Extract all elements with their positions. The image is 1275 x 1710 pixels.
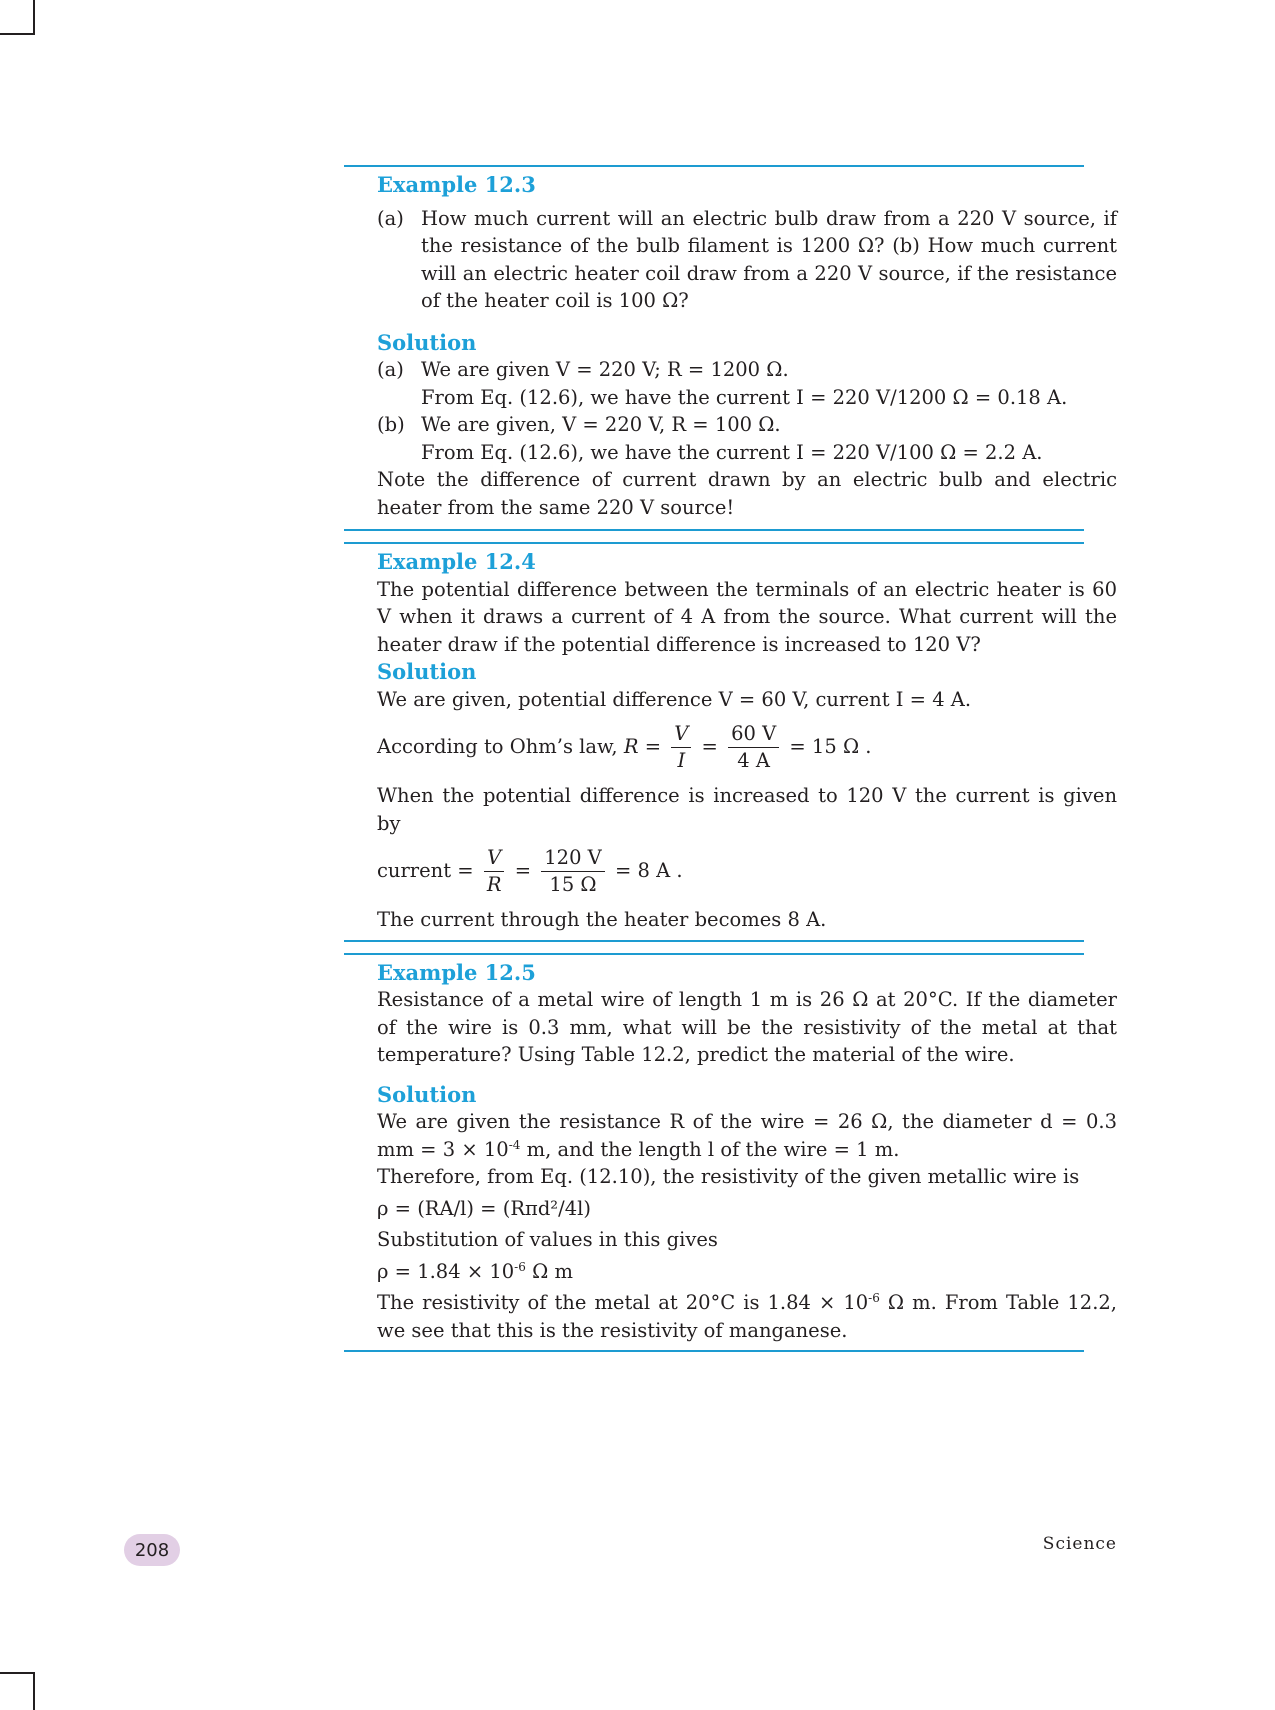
exponent: -6 — [868, 1291, 880, 1305]
example-question: How much current will an electric bulb draw from a 220 V source, if the resistance of the bulb filament is 1200 Ω? (b) How much current will an electric heater coil draw from a 220 V source, if the resistance of the heater coil is 100 Ω? — [421, 206, 1117, 312]
given-text-rest: m, and the length l of the wire = 1 m. — [520, 1137, 900, 1161]
solution-part-a-label: (a) — [377, 358, 404, 381]
solution-therefore: Therefore, from Eq. (12.10), the resistivity of the given metallic wire is — [377, 1165, 1080, 1188]
solution-note: Note the difference of current drawn by an electric bulb and electric heater from the same 220 V source! — [377, 468, 1117, 519]
substitution-text: Substitution of values in this gives — [377, 1228, 718, 1251]
solution-part-a-line1: We are given V = 220 V; R = 1200 Ω. — [421, 358, 789, 381]
increase-text: When the potential difference is increased to 120 V the current is given by — [377, 784, 1117, 835]
footer-book-title: Science — [1042, 1534, 1117, 1554]
fraction-denominator: 15 Ω — [549, 873, 597, 896]
solution-part-b-line2: From Eq. (12.6), we have the current I = 220 V/100 Ω = 2.2 A. — [421, 440, 1043, 464]
crop-mark-bottom-left-v — [33, 1672, 35, 1710]
fraction-denominator: 4 A — [737, 749, 770, 772]
resistivity-value — [377, 1258, 1117, 1286]
solution-given — [377, 1108, 1117, 1163]
solution-given: We are given, potential difference V = 60 V, current I = 4 A. — [377, 687, 972, 711]
crop-mark-top-left-h — [0, 33, 35, 35]
solution-part-b-line1: We are given, V = 220 V, R = 100 Ω. — [421, 413, 781, 436]
fraction-denominator: R — [486, 873, 502, 896]
example-12-3 — [377, 171, 1117, 521]
example-top-rule — [344, 165, 1084, 167]
solution-part-a-line2: From Eq. (12.6), we have the current I = 220 V/1200 Ω = 0.18 A. — [421, 385, 1068, 409]
resistivity-formula: ρ = (RA/l) = (Rπd²/4l) — [377, 1196, 591, 1220]
exponent: -4 — [508, 1137, 521, 1152]
fraction-denominator: I — [677, 749, 686, 772]
example-question: Resistance of a metal wire of length 1 m is 26 Ω at 20°C. If the diameter of the wire is 0.3 mm, what will be the resistivity of the metal at that temperature? Using Table 12.2, predict the material of the wire. — [377, 988, 1117, 1066]
fraction — [671, 721, 691, 774]
example-12-5 — [377, 959, 1117, 1345]
fraction — [484, 845, 505, 898]
example-bottom-rule — [344, 1350, 1084, 1352]
ohms-law-lhs: R = — [623, 735, 662, 758]
result-text-rest: Ω m. From Table 12.2, we see that this is the resistivity of manganese. — [377, 1291, 1117, 1342]
example-question: The potential difference between the terminals of an electric heater is 60 V when it draws a current of 4 A from the source. What current will the heater draw if the potential difference is increased to 120 V? — [377, 577, 1117, 656]
fraction-numerator: V — [671, 721, 691, 748]
current-equation — [377, 845, 1117, 898]
ohms-law-prefix: According to Ohm’s law, — [377, 735, 618, 758]
equals-sign: = — [514, 859, 532, 882]
page-content — [377, 163, 1117, 1352]
fraction-numerator: 60 V — [728, 721, 779, 748]
crop-mark-top-left-v — [33, 0, 35, 34]
fraction-numerator: V — [484, 845, 504, 872]
example-top-rule — [344, 953, 1084, 955]
equals-sign: = — [701, 735, 718, 758]
example-title: Example 12.4 — [377, 549, 536, 574]
equation-result: = 8 A . — [614, 859, 683, 882]
solution-conclusion: The current through the heater becomes 8 A. — [377, 908, 827, 931]
solution-title: Solution — [377, 1081, 477, 1107]
example-12-4 — [377, 548, 1117, 934]
ohms-law-equation — [377, 721, 1117, 774]
example-title: Example 12.5 — [377, 959, 536, 985]
solution-part-b-label: (b) — [377, 413, 405, 436]
equation-result: = 15 Ω . — [789, 735, 872, 758]
fraction — [541, 845, 605, 898]
fraction-numerator: 120 V — [541, 845, 605, 872]
crop-mark-bottom-left-h — [0, 1672, 35, 1674]
solution-title: Solution — [377, 329, 477, 355]
current-lhs: current = — [377, 859, 474, 882]
fraction — [728, 721, 779, 774]
result-text: The resistivity of the metal at 20°C is 1.84 × 10 — [377, 1291, 869, 1314]
given-text: We are given the resistance R of the wire = 26 Ω, the diameter d = 0.3 mm = 3 × 10 — [377, 1110, 1117, 1161]
exponent: -6 — [514, 1259, 526, 1274]
rho-value: ρ = 1.84 × 10 — [377, 1259, 515, 1283]
question-label: (a) — [377, 206, 404, 230]
rho-unit: Ω m — [525, 1259, 573, 1283]
example-top-rule — [344, 542, 1084, 544]
example-title: Example 12.3 — [377, 172, 536, 197]
solution-title: Solution — [377, 659, 477, 684]
solution-result — [377, 1289, 1117, 1344]
page-number: 208 — [124, 1534, 180, 1566]
